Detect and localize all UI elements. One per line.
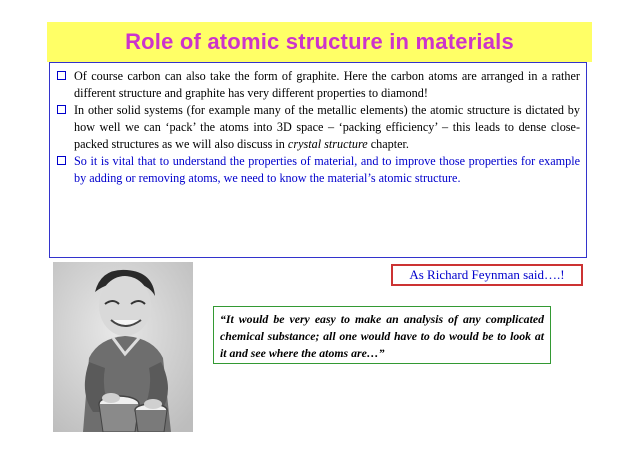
title-bar <box>47 22 592 62</box>
quote-text: “It would be very easy to make an analysis of any complicated chemical substance; all one would have to do would be to look at it and see where the atoms are…” <box>220 312 544 360</box>
checkbox-bullet-icon <box>57 105 66 114</box>
bullet-box <box>49 62 587 258</box>
attribution-text: As Richard Feynman said….! <box>409 267 565 282</box>
bullet-item <box>56 68 580 102</box>
bullet-text: So it is vital that to understand the properties of material, and to improve those properties for example by adding or removing atoms, we need to know the material’s atomic structure. <box>74 154 580 185</box>
checkbox-bullet-icon <box>57 71 66 80</box>
checkbox-bullet-icon <box>57 156 66 165</box>
slide-title: Role of atomic structure in materials <box>125 29 514 54</box>
bullet-item <box>56 102 580 153</box>
bullet-text-part: In other solid systems (for example many of the metallic elements) the atomic structure is dictated by how well we can ‘pack’ the atoms into 3D space – ‘packing efficiency’ – this leads to dense close-packed structures as we will also discuss in <box>74 103 580 151</box>
bullet-item <box>56 153 580 187</box>
bullet-text-part: chapter. <box>367 137 409 151</box>
quote-box <box>213 306 551 364</box>
bullet-text: Of course carbon can also take the form of graphite. Here the carbon atoms are arranged in a rather different structure and graphite has very different properties to diamond! <box>74 69 580 100</box>
feynman-photo <box>53 262 193 432</box>
bullet-text-italic: crystal structure <box>287 137 368 151</box>
bullet-text <box>74 102 580 153</box>
attribution-box <box>391 264 583 286</box>
